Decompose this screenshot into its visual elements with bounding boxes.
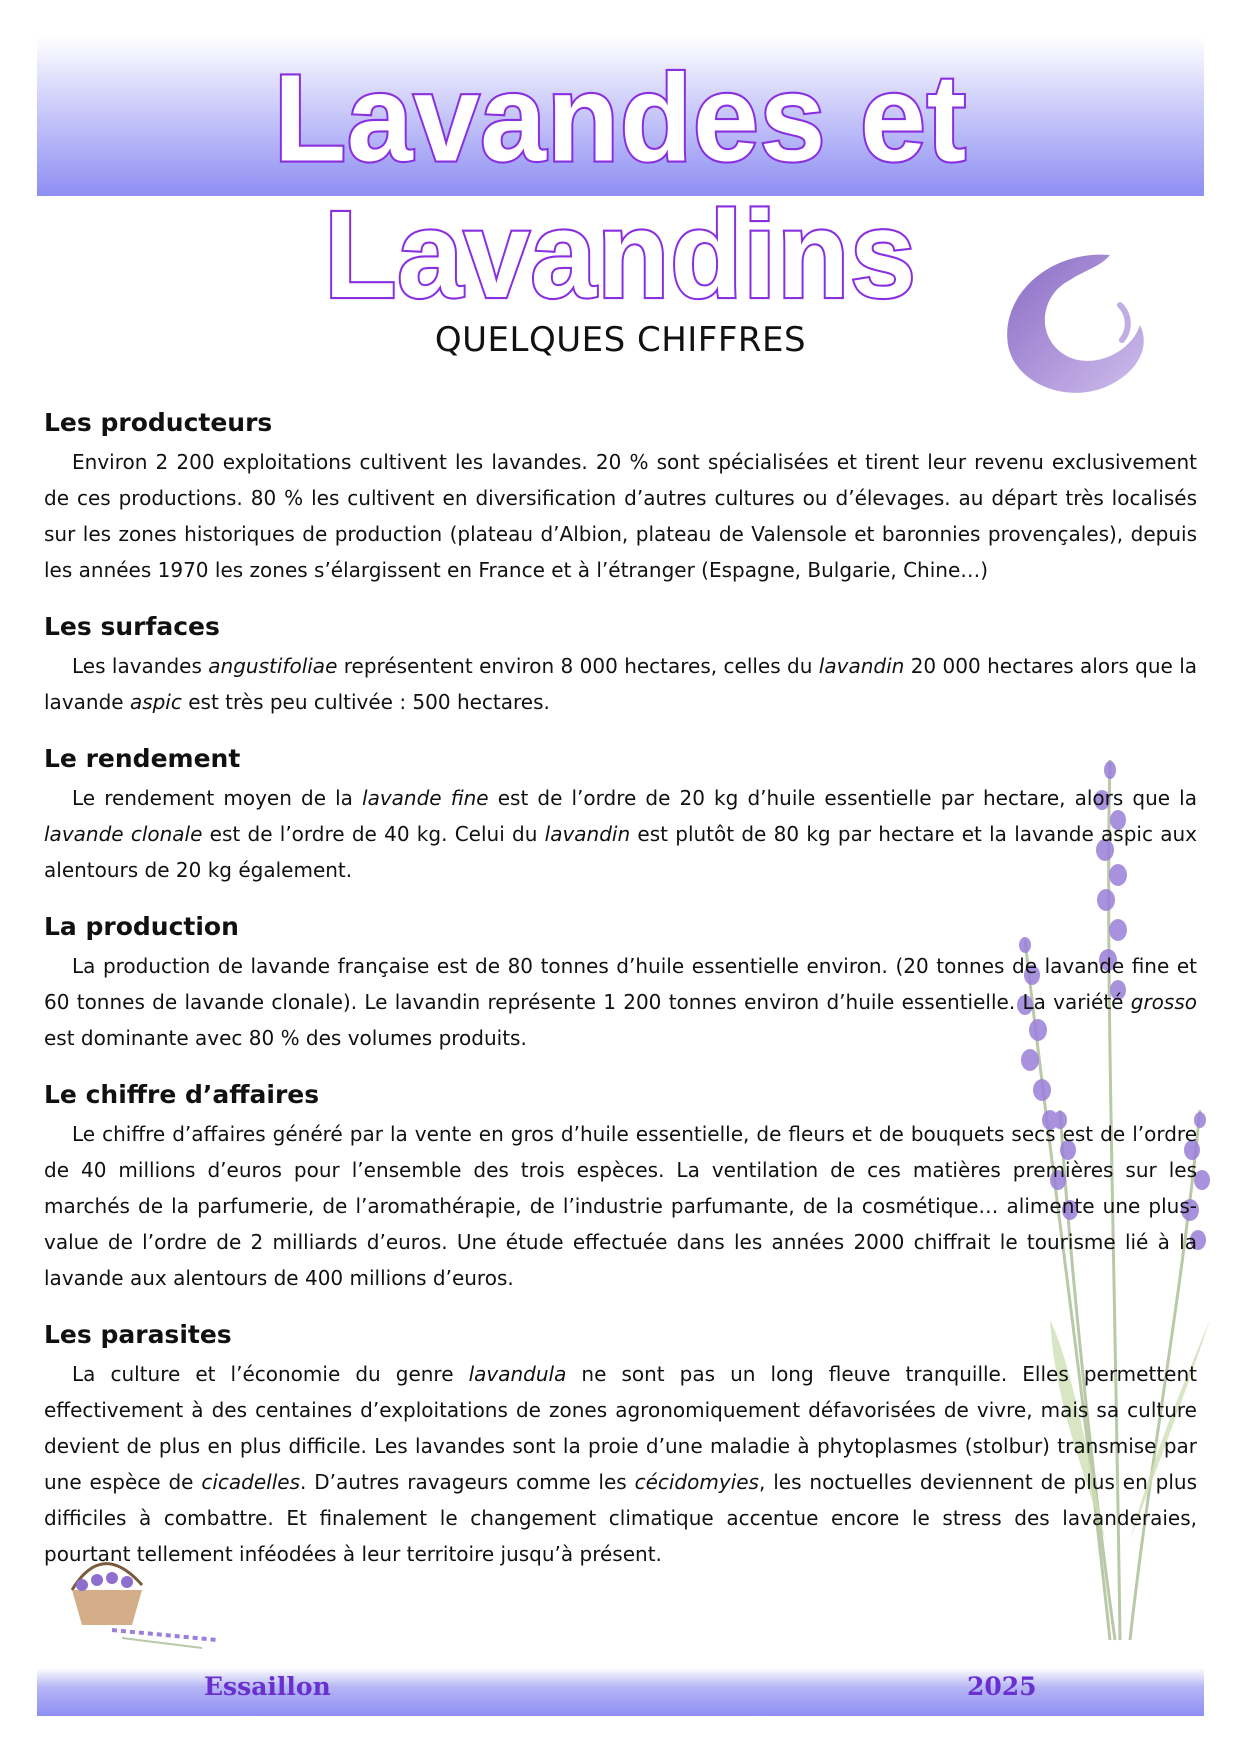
section-body-production: La production de lavande française est de 80 tonnes d’huile essentielle environ. (20 tonnes de lavande fine et 60 tonnes de lavande clonale). Le lavandin représente 1 200 tonnes environ d’huile essentielle. La variété grosso est dominante avec 80 % des volumes produits. bbox=[44, 954, 1197, 1050]
section-title-surfaces: Les surfaces bbox=[44, 612, 220, 641]
page-title: QUELQUES CHIFFRES bbox=[434, 320, 807, 360]
section-title-producteurs: Les producteurs bbox=[44, 408, 273, 437]
section-body-surfaces: Les lavandes angustifoliae représentent environ 8 000 hectares, celles du lavandin 20 000 hectares alors que la lavande aspic est très peu cultivée : 500 hectares. bbox=[44, 654, 1197, 714]
section-title-production: La production bbox=[44, 912, 239, 941]
section-body-chiffre-affaires: Le chiffre d’affaires généré par la vente en gros d’huile essentielle, de fleurs et de bouquets secs est de l’ordre de 40 millions d’euros pour l’ensemble des trois espèces. La ventilation de ces matières premières sur les marchés de la parfumerie, de l’aromathérapie, de l’industrie parfumante, de la cosmétique… alimente une plus-value de l’ordre de 2 milliards d’euros. Une étude effectuée dans les années 2000 chiffrait le tourisme lié à la lavande aux alentours de 400 millions d’euros. bbox=[44, 1122, 1197, 1290]
header-banner bbox=[37, 37, 1204, 325]
section-title-chiffre-affaires: Le chiffre d’affaires bbox=[44, 1080, 320, 1109]
section-body-parasites: La culture et l’économie du genre lavandula ne sont pas un long fleuve tranquille. Elles permettent effectivement à des centaines d’exploitations de zones agronomiquement défavorisées de vivre, mais sa culture devient de plus en plus difficile. Les lavandes sont la proie d’une maladie à phytoplasmes (stolbur) transmise par une espèce de cicadelles. D’autres ravageurs comme les cécidomyies, les noctuelles deviennent de plus en plus difficiles à combattre. Et finalement le changement climatique accentue encore le stress des lavanderaies, pourtant tellement inféodées à leur territoire jusqu’à présent. bbox=[44, 1362, 1197, 1566]
footer-year: 2025 bbox=[967, 1672, 1037, 1701]
footer-band bbox=[37, 1668, 1204, 1716]
section-title-rendement: Le rendement bbox=[44, 744, 241, 773]
content bbox=[44, 402, 1197, 1590]
banner-title: Lavandes et Lavandins bbox=[273, 49, 968, 325]
section-body-rendement: Le rendement moyen de la lavande fine est de l’ordre de 20 kg d’huile essentielle par hectare, alors que la lavande clonale est de l’ordre de 40 kg. Celui du lavandin est plutôt de 80 kg par hectare et la lavande aspic aux alentours de 20 kg également. bbox=[44, 786, 1197, 882]
section-title-parasites: Les parasites bbox=[44, 1320, 232, 1349]
footer-author: Essaillon bbox=[204, 1672, 331, 1701]
section-body-producteurs: Environ 2 200 exploitations cultivent les lavandes. 20 % sont spécialisées et tirent leur revenu exclusivement de ces productions. 80 % les cultivent en diversification d’autres cultures ou d’élevages. au départ très localisés sur les zones historiques de production (plateau d’Albion, plateau de Valensole et baronnies provençales), depuis les années 1970 les zones s’élargissent en France et à l’étranger (Espagne, Bulgarie, Chine…) bbox=[44, 450, 1197, 582]
